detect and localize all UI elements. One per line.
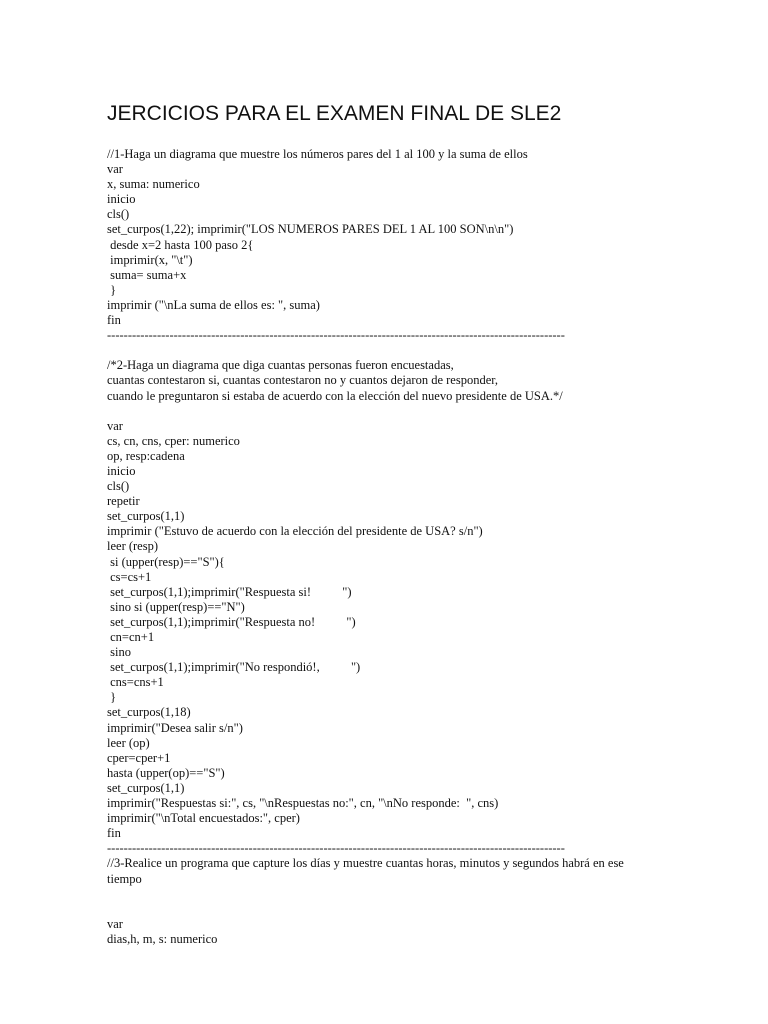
code-line: cns=cns+1 — [107, 675, 164, 690]
code-line: //3-Realice un programa que capture los días y muestre cuantas horas, minutos y segundos habrá en ese — [107, 856, 624, 871]
code-line: set_curpos(1,1);imprimir("Respuesta no! ") — [107, 614, 356, 629]
document-page — [107, 100, 747, 947]
code-listing — [107, 147, 747, 947]
code-line: dias,h, m, s: numerico — [107, 931, 218, 946]
blank-line — [107, 887, 747, 902]
separator-line: -------------------------------------------------------------------------------------------------------------- — [107, 328, 565, 343]
code-line: set_curpos(1,1) — [107, 509, 185, 524]
code-line: imprimir ("\nLa suma de ellos es: ", suma) — [107, 297, 320, 312]
code-line: } — [107, 282, 117, 297]
code-line: inicio — [107, 463, 136, 478]
code-line: imprimir ("Estuvo de acuerdo con la elección del presidente de USA? s/n") — [107, 524, 483, 539]
document-title: JERCICIOS PARA EL EXAMEN FINAL DE SLE2 — [107, 102, 562, 125]
code-line: } — [107, 690, 117, 705]
code-line: var — [107, 916, 123, 931]
code-line: leer (resp) — [107, 539, 159, 554]
code-line: cn=cn+1 — [107, 630, 155, 644]
code-line: sino si (upper(resp)=="N") — [107, 599, 245, 614]
code-line: set_curpos(1,22); imprimir("LOS NUMEROS PARES DEL 1 AL 100 SON\n\n") — [107, 222, 514, 237]
code-line: cs, cn, cns, cper: numerico — [107, 433, 240, 448]
blank-line — [107, 343, 747, 358]
code-line: /*2-Haga un diagrama que diga cuantas personas fueron encuestadas, — [107, 358, 454, 373]
code-line: //1-Haga un diagrama que muestre los números pares del 1 al 100 y la suma de ellos — [107, 147, 528, 161]
code-line: cs=cs+1 — [107, 569, 152, 584]
code-line: cuantas contestaron si, cuantas contestaron no y cuantos dejaron de responder, — [107, 373, 499, 388]
code-line: cuando le preguntaron si estaba de acuerdo con la elección del nuevo presidente de USA.*/ — [107, 388, 563, 403]
code-line: si (upper(resp)=="S"){ — [107, 554, 225, 569]
code-line: op, resp:cadena — [107, 448, 185, 463]
code-line: set_curpos(1,1);imprimir("Respuesta si! ") — [107, 584, 352, 599]
code-line: var — [107, 162, 123, 177]
code-line: leer (op) — [107, 735, 150, 750]
code-line: hasta (upper(op)=="S") — [107, 765, 225, 780]
code-line: set_curpos(1,1);imprimir("No respondió!, ") — [107, 660, 361, 675]
code-line: cls() — [107, 479, 130, 494]
code-line: set_curpos(1,1) — [107, 780, 185, 795]
code-line: fin — [107, 313, 121, 328]
code-line: imprimir("\nTotal encuestados:", cper) — [107, 811, 300, 826]
code-line: tiempo — [107, 871, 142, 886]
code-line: desde x=2 hasta 100 paso 2{ — [107, 237, 254, 252]
code-line: sino — [107, 645, 131, 660]
blank-line — [107, 404, 747, 419]
code-line: imprimir(x, "\t") — [107, 252, 193, 267]
code-line: var — [107, 418, 123, 433]
code-line: x, suma: numerico — [107, 177, 200, 192]
separator-line: -------------------------------------------------------------------------------------------------------------- — [107, 841, 565, 856]
blank-line — [107, 902, 747, 917]
code-line: cper=cper+1 — [107, 750, 171, 765]
code-line: imprimir("Desea salir s/n") — [107, 720, 243, 735]
code-line: imprimir("Respuestas si:", cs, "\nRespuestas no:", cn, "\nNo responde: ", cns) — [107, 796, 499, 811]
code-line: suma= suma+x — [107, 267, 187, 282]
code-line: set_curpos(1,18) — [107, 705, 191, 720]
code-line: inicio — [107, 192, 136, 207]
code-line: repetir — [107, 494, 140, 509]
code-line: fin — [107, 826, 121, 841]
code-line: cls() — [107, 207, 130, 222]
